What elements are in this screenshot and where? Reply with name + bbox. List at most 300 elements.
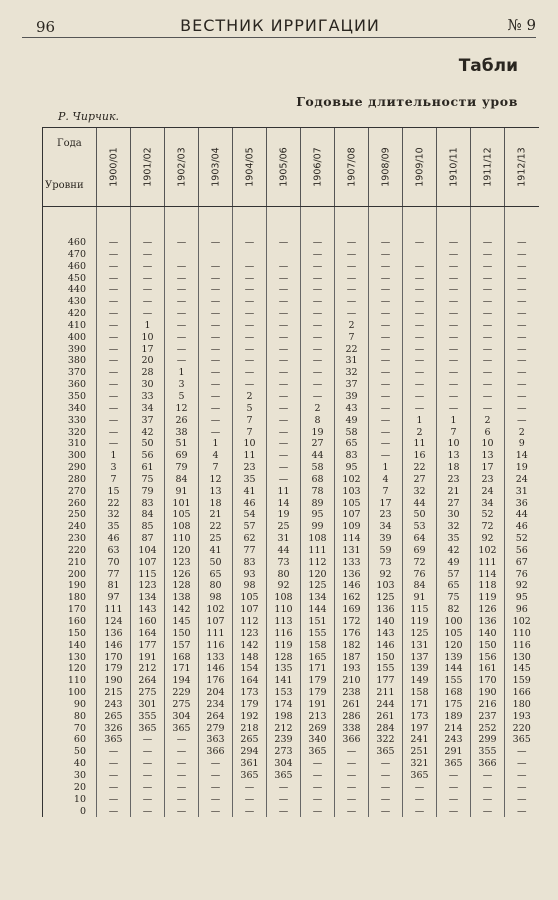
table-row — [43, 509, 539, 521]
duration-cell: 105 — [335, 498, 369, 510]
year-header — [301, 128, 335, 207]
duration-cell: — — [335, 284, 369, 296]
duration-cell: — — [267, 237, 301, 249]
table-row — [43, 367, 539, 379]
duration-cell: 80 — [199, 580, 233, 592]
table-row — [43, 284, 539, 296]
duration-cell: 59 — [369, 545, 403, 557]
duration-cell: 110 — [505, 628, 539, 640]
duration-cell: — — [165, 782, 199, 794]
page-number: 96 — [36, 18, 56, 36]
duration-cell: 3 — [165, 379, 199, 391]
duration-cell: — — [267, 261, 301, 273]
year-header — [505, 128, 539, 207]
duration-cell: 96 — [505, 604, 539, 616]
duration-cell: 64 — [403, 533, 437, 545]
duration-cell: — — [131, 782, 165, 794]
duration-cell: 321 — [403, 758, 437, 770]
duration-cell: 252 — [471, 723, 505, 735]
duration-cell: 158 — [403, 687, 437, 699]
duration-cell: — — [437, 296, 471, 308]
duration-cell: 170 — [97, 652, 131, 664]
duration-cell: — — [131, 734, 165, 746]
duration-cell: 97 — [97, 592, 131, 604]
year-header — [403, 128, 437, 207]
duration-cell: — — [199, 770, 233, 782]
duration-cell: 136 — [369, 604, 403, 616]
duration-cell: 12 — [165, 403, 199, 415]
duration-cell: — — [165, 261, 199, 273]
duration-cell — [233, 249, 267, 261]
river-name: Р. Чирчик. — [58, 110, 120, 123]
table-row — [43, 296, 539, 308]
duration-cell: 18 — [437, 462, 471, 474]
duration-cell: 301 — [131, 699, 165, 711]
duration-cell: 355 — [471, 746, 505, 758]
year-header — [267, 128, 301, 207]
duration-cell: 10 — [131, 332, 165, 344]
duration-cell: 1 — [131, 320, 165, 332]
duration-cell: 338 — [335, 723, 369, 735]
duration-cell: 243 — [437, 734, 471, 746]
duration-cell: — — [335, 758, 369, 770]
duration-cell: 19 — [267, 509, 301, 521]
duration-cell: 176 — [199, 675, 233, 687]
duration-cell: 16 — [403, 450, 437, 462]
duration-cell: 54 — [233, 509, 267, 521]
duration-cell: 214 — [437, 723, 471, 735]
duration-cell: 172 — [335, 616, 369, 628]
duration-cell: 63 — [97, 545, 131, 557]
duration-cell: — — [199, 237, 233, 249]
duration-cell: — — [97, 344, 131, 356]
duration-cell: 110 — [267, 604, 301, 616]
table-row — [43, 415, 539, 427]
duration-cell: — — [505, 249, 539, 261]
level-cell: 140 — [43, 640, 97, 652]
duration-cell: — — [369, 782, 403, 794]
duration-cell: — — [437, 806, 471, 818]
level-cell: 470 — [43, 249, 97, 261]
duration-cell: 8 — [301, 415, 335, 427]
duration-cell: 83 — [233, 557, 267, 569]
duration-cell: 165 — [301, 652, 335, 664]
duration-cell: 1 — [437, 415, 471, 427]
level-cell: 420 — [43, 308, 97, 320]
duration-cell: 93 — [233, 569, 267, 581]
duration-cell: 79 — [131, 486, 165, 498]
duration-cell: 142 — [165, 604, 199, 616]
duration-cell: 131 — [403, 640, 437, 652]
duration-cell: — — [403, 320, 437, 332]
duration-cell: — — [301, 770, 335, 782]
duration-cell: 365 — [97, 734, 131, 746]
duration-cell: 33 — [131, 391, 165, 403]
duration-cell: — — [505, 237, 539, 249]
duration-cell: 365 — [437, 758, 471, 770]
duration-cell: — — [505, 355, 539, 367]
table-body — [43, 207, 539, 818]
duration-cell: 46 — [97, 533, 131, 545]
year-label: 1906/07 — [312, 147, 323, 187]
duration-cell: — — [505, 391, 539, 403]
duration-cell: 126 — [165, 569, 199, 581]
duration-cell: — — [471, 296, 505, 308]
year-label: 1900/01 — [108, 147, 119, 187]
duration-cell: 38 — [165, 427, 199, 439]
duration-cell: 179 — [233, 699, 267, 711]
duration-cell: 23 — [471, 474, 505, 486]
table-row — [43, 770, 539, 782]
duration-cell: 130 — [505, 652, 539, 664]
duration-cell: 24 — [505, 474, 539, 486]
level-cell: 290 — [43, 462, 97, 474]
duration-cell: 173 — [233, 687, 267, 699]
table-row — [43, 699, 539, 711]
level-cell: 280 — [43, 474, 97, 486]
table-row — [43, 450, 539, 462]
year-header — [233, 128, 267, 207]
level-cell: 120 — [43, 663, 97, 675]
duration-cell: 92 — [471, 533, 505, 545]
duration-cell: 123 — [233, 628, 267, 640]
duration-cell: — — [369, 249, 403, 261]
level-cell: 80 — [43, 711, 97, 723]
duration-cell: — — [131, 758, 165, 770]
duration-cell: 109 — [335, 521, 369, 533]
duration-cell: — — [267, 415, 301, 427]
duration-cell: 191 — [301, 699, 335, 711]
duration-cell: — — [403, 391, 437, 403]
duration-cell: 7 — [233, 427, 267, 439]
duration-cell: 120 — [301, 569, 335, 581]
duration-cell: 42 — [437, 545, 471, 557]
duration-cell: 142 — [233, 640, 267, 652]
level-cell: 300 — [43, 450, 97, 462]
duration-cell: — — [267, 379, 301, 391]
duration-cell: 171 — [301, 663, 335, 675]
duration-cell: 211 — [369, 687, 403, 699]
duration-cell: — — [267, 794, 301, 806]
duration-cell: — — [165, 794, 199, 806]
duration-cell: 110 — [165, 533, 199, 545]
duration-cell: — — [165, 770, 199, 782]
duration-cell: — — [233, 782, 267, 794]
duration-cell: 112 — [233, 616, 267, 628]
duration-cell: — — [165, 320, 199, 332]
duration-cell: 116 — [505, 640, 539, 652]
duration-cell: 107 — [233, 604, 267, 616]
duration-cell: — — [267, 332, 301, 344]
duration-cell: 143 — [131, 604, 165, 616]
level-cell: 110 — [43, 675, 97, 687]
duration-cell: 365 — [403, 770, 437, 782]
duration-cell: 11 — [233, 450, 267, 462]
level-cell: 50 — [43, 746, 97, 758]
duration-cell: — — [369, 261, 403, 273]
table-row — [43, 782, 539, 794]
duration-cell: 41 — [233, 486, 267, 498]
duration-cell: — — [471, 273, 505, 285]
duration-cell: 291 — [437, 746, 471, 758]
duration-cell: — — [301, 344, 335, 356]
duration-cell: — — [199, 379, 233, 391]
duration-cell: 304 — [165, 711, 199, 723]
duration-cell: 146 — [199, 663, 233, 675]
duration-cell: 150 — [369, 652, 403, 664]
duration-cell: — — [437, 355, 471, 367]
duration-cell: — — [335, 782, 369, 794]
duration-cell: 135 — [267, 663, 301, 675]
duration-cell: — — [301, 782, 335, 794]
duration-cell: 145 — [165, 616, 199, 628]
duration-cell: 215 — [97, 687, 131, 699]
duration-cell: 177 — [131, 640, 165, 652]
duration-cell: 4 — [369, 474, 403, 486]
duration-cell: 155 — [369, 663, 403, 675]
duration-cell: — — [131, 237, 165, 249]
duration-cell: — — [471, 355, 505, 367]
duration-cell: 68 — [301, 474, 335, 486]
duration-cell: — — [369, 296, 403, 308]
duration-cell: — — [369, 332, 403, 344]
duration-cell: — — [369, 758, 403, 770]
duration-cell: — — [471, 367, 505, 379]
duration-cell: 170 — [471, 675, 505, 687]
level-cell: 330 — [43, 415, 97, 427]
duration-cell: 131 — [335, 545, 369, 557]
duration-cell: — — [505, 770, 539, 782]
duration-cell: 193 — [505, 711, 539, 723]
duration-cell: 13 — [437, 450, 471, 462]
duration-cell: 4 — [199, 450, 233, 462]
duration-cell: 34 — [471, 498, 505, 510]
duration-cell: — — [267, 284, 301, 296]
duration-cell: 11 — [403, 438, 437, 450]
duration-cell: 65 — [437, 580, 471, 592]
table-row — [43, 474, 539, 486]
duration-cell: 146 — [335, 580, 369, 592]
duration-cell: 2 — [301, 403, 335, 415]
duration-cell: — — [437, 770, 471, 782]
duration-cell: 322 — [369, 734, 403, 746]
duration-cell: — — [97, 296, 131, 308]
duration-cell: 77 — [97, 569, 131, 581]
duration-cell: — — [437, 273, 471, 285]
duration-cell: 1 — [97, 450, 131, 462]
duration-cell: 128 — [267, 652, 301, 664]
duration-cell: 58 — [301, 462, 335, 474]
duration-cell: — — [97, 427, 131, 439]
duration-cell: — — [437, 379, 471, 391]
duration-cell: — — [301, 379, 335, 391]
duration-cell: 84 — [131, 509, 165, 521]
duration-cell: 144 — [437, 663, 471, 675]
duration-cell: 118 — [471, 580, 505, 592]
duration-cell: — — [403, 806, 437, 818]
duration-cell: — — [97, 391, 131, 403]
duration-cell: 42 — [131, 427, 165, 439]
table-row — [43, 379, 539, 391]
duration-cell: 27 — [437, 498, 471, 510]
duration-cell: — — [369, 806, 403, 818]
duration-cell: — — [301, 237, 335, 249]
duration-cell: 25 — [199, 533, 233, 545]
year-label: 1909/10 — [414, 147, 425, 187]
duration-cell: 13 — [471, 450, 505, 462]
level-cell: 440 — [43, 284, 97, 296]
duration-cell: 119 — [403, 616, 437, 628]
table-row — [43, 604, 539, 616]
duration-cell: 107 — [131, 557, 165, 569]
level-cell: 340 — [43, 403, 97, 415]
duration-cell: 273 — [267, 746, 301, 758]
year-label: 1905/06 — [278, 147, 289, 187]
duration-cell: 114 — [335, 533, 369, 545]
duration-cell: 171 — [403, 699, 437, 711]
issue-number: № 9 — [507, 16, 536, 34]
duration-cell: — — [233, 344, 267, 356]
table-row — [43, 545, 539, 557]
duration-cell: 14 — [505, 450, 539, 462]
duration-cell: 143 — [369, 628, 403, 640]
duration-cell: — — [471, 403, 505, 415]
duration-cell: 87 — [131, 533, 165, 545]
level-cell: 60 — [43, 734, 97, 746]
duration-cell: 36 — [505, 498, 539, 510]
duration-cell: — — [335, 261, 369, 273]
duration-cell: — — [199, 782, 233, 794]
duration-cell: 44 — [267, 545, 301, 557]
level-cell: 160 — [43, 616, 97, 628]
duration-cell: 237 — [471, 711, 505, 723]
duration-cell: 111 — [97, 604, 131, 616]
duration-cell: 100 — [437, 616, 471, 628]
duration-cell: 150 — [471, 640, 505, 652]
duration-cell — [403, 249, 437, 261]
duration-cell: 49 — [437, 557, 471, 569]
duration-cell: — — [471, 332, 505, 344]
duration-cell: 1 — [165, 367, 199, 379]
year-header — [335, 128, 369, 207]
duration-cell — [267, 249, 301, 261]
duration-cell: — — [233, 296, 267, 308]
duration-cell: — — [301, 355, 335, 367]
duration-cell: — — [301, 273, 335, 285]
duration-cell: — — [505, 806, 539, 818]
duration-cell: — — [369, 284, 403, 296]
duration-cell: 12 — [199, 474, 233, 486]
duration-cell: 154 — [233, 663, 267, 675]
duration-cell: — — [97, 746, 131, 758]
level-cell: 210 — [43, 557, 97, 569]
duration-cell: 102 — [335, 474, 369, 486]
duration-cell: 27 — [403, 474, 437, 486]
duration-cell: 119 — [267, 640, 301, 652]
duration-cell: 243 — [97, 699, 131, 711]
duration-cell: 365 — [131, 723, 165, 735]
year-header — [97, 128, 131, 207]
duration-cell: 212 — [267, 723, 301, 735]
level-cell: 460 — [43, 261, 97, 273]
duration-cell: 101 — [165, 498, 199, 510]
level-cell: 100 — [43, 687, 97, 699]
duration-cell: 65 — [199, 569, 233, 581]
level-cell: 240 — [43, 521, 97, 533]
duration-cell: — — [131, 770, 165, 782]
table-row — [43, 533, 539, 545]
duration-cell: 23 — [437, 474, 471, 486]
duration-cell: — — [301, 284, 335, 296]
duration-cell: — — [369, 391, 403, 403]
duration-cell: 7 — [97, 474, 131, 486]
duration-cell: 77 — [233, 545, 267, 557]
year-label: 1912/13 — [516, 147, 528, 187]
duration-cell: 365 — [267, 770, 301, 782]
table-row — [43, 663, 539, 675]
duration-cell: — — [471, 308, 505, 320]
duration-cell: 104 — [131, 545, 165, 557]
duration-cell: 120 — [437, 640, 471, 652]
duration-cell: 137 — [403, 652, 437, 664]
duration-cell: 169 — [335, 604, 369, 616]
table-row — [43, 249, 539, 261]
table-row — [43, 675, 539, 687]
duration-cell: 363 — [199, 734, 233, 746]
duration-cell: 46 — [233, 498, 267, 510]
level-cell: 170 — [43, 604, 97, 616]
duration-cell: — — [335, 746, 369, 758]
table-row — [43, 273, 539, 285]
duration-cell: 191 — [131, 652, 165, 664]
duration-cell: — — [199, 391, 233, 403]
duration-cell: 1 — [369, 462, 403, 474]
duration-cell: — — [131, 284, 165, 296]
duration-cell — [199, 249, 233, 261]
years-heading: Года — [57, 138, 82, 149]
duration-cell: 72 — [403, 557, 437, 569]
year-header — [165, 128, 199, 207]
duration-cell: 7 — [437, 427, 471, 439]
duration-cell: 192 — [233, 711, 267, 723]
duration-cell: — — [403, 308, 437, 320]
duration-cell: 34 — [369, 521, 403, 533]
duration-cell: 80 — [267, 569, 301, 581]
duration-cell: — — [131, 308, 165, 320]
level-cell: 400 — [43, 332, 97, 344]
duration-cell: 193 — [335, 663, 369, 675]
duration-cell: 365 — [505, 734, 539, 746]
duration-cell: — — [97, 438, 131, 450]
duration-cell: 73 — [369, 557, 403, 569]
duration-cell: 98 — [199, 592, 233, 604]
duration-cell: 125 — [403, 628, 437, 640]
table-row — [43, 640, 539, 652]
duration-cell: 70 — [97, 557, 131, 569]
duration-cell: — — [267, 427, 301, 439]
duration-cell: — — [233, 794, 267, 806]
table-row — [43, 616, 539, 628]
duration-cell: 145 — [505, 663, 539, 675]
duration-cell: 7 — [369, 486, 403, 498]
duration-cell: 180 — [505, 699, 539, 711]
duration-cell: 133 — [199, 652, 233, 664]
duration-cell: 44 — [301, 450, 335, 462]
duration-cell: — — [369, 308, 403, 320]
duration-cell: — — [97, 308, 131, 320]
duration-cell: — — [267, 782, 301, 794]
duration-cell: — — [369, 273, 403, 285]
